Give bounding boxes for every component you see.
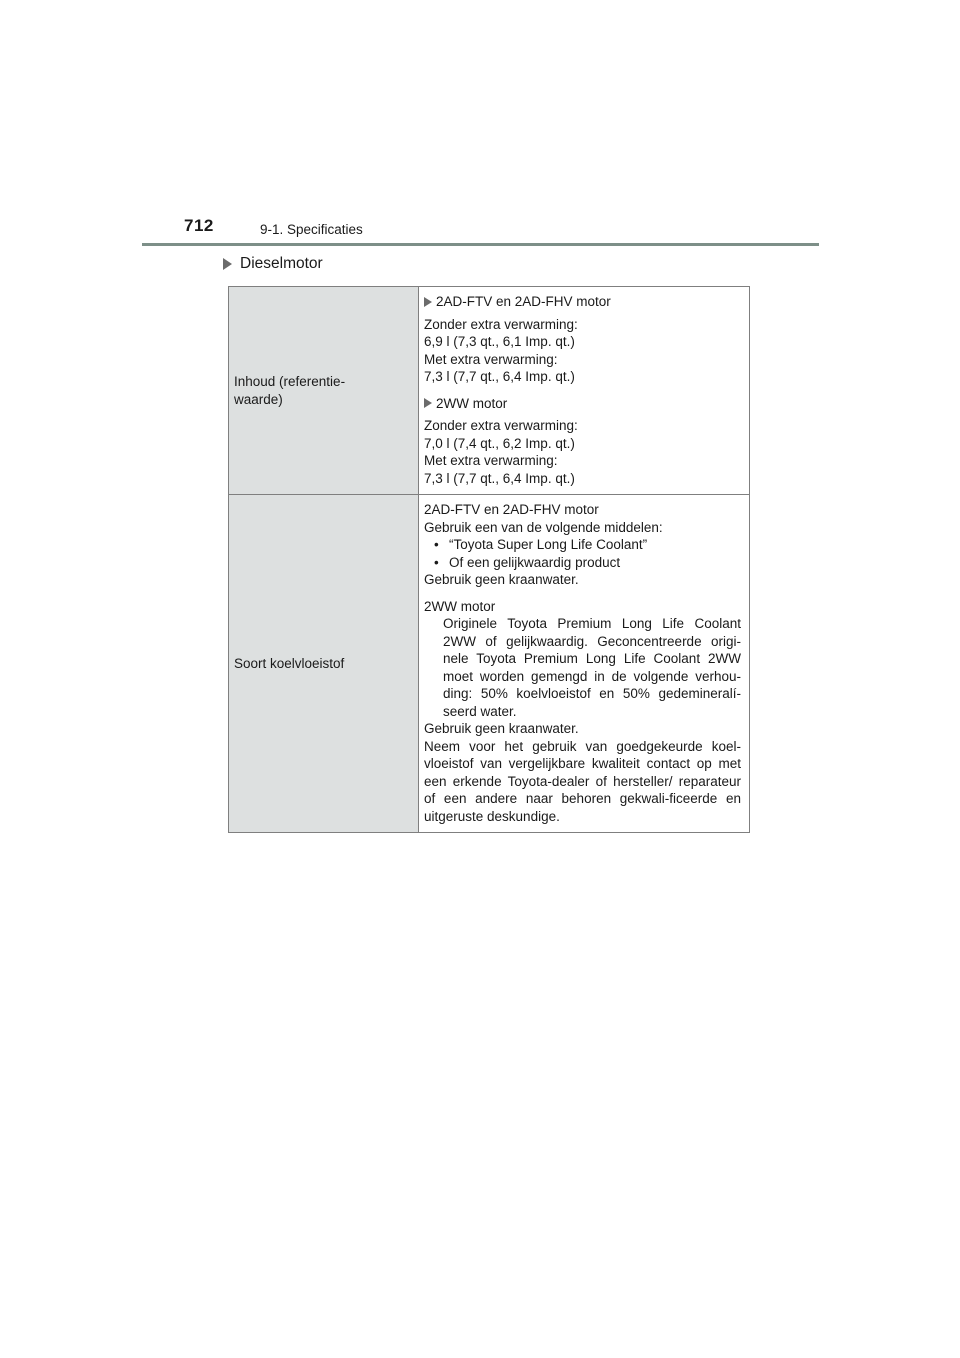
sub-heading	[223, 255, 323, 273]
list-item: • “Toyota Super Long Life Coolant”	[434, 537, 648, 552]
table-row	[229, 495, 750, 833]
list-item: • Of een gelijkwaardig product	[434, 554, 621, 570]
coolant-label-text: Soort koelvloeistof	[234, 655, 345, 671]
capacity-line: 6,9 l (7,3 qt., 6,1 Imp. qt.)	[424, 334, 575, 349]
page-number: 712	[184, 216, 214, 235]
capacity-label-text: Inhoud (referentie- waarde)	[234, 374, 346, 407]
coolant-block-title: 2AD-FTV en 2AD-FHV motor	[424, 502, 599, 517]
capacity-label	[229, 287, 419, 495]
capacity-motor1-block	[424, 293, 741, 386]
capacity-line: Met extra verwarming:	[424, 453, 558, 468]
coolant-block-2	[424, 598, 741, 826]
sub-heading-text: Dieselmotor	[240, 255, 323, 272]
capacity-line: 7,3 l (7,7 qt., 6,4 Imp. qt.)	[424, 470, 575, 486]
motor-name: 2WW motor	[436, 395, 508, 411]
coolant-description: Originele Toyota Premium Long Life Coolant 2WW of gelijkwaardig. Geconcentreerde origi-nele Toyota Premium Long Life Coolant 2WW moet worden gemengd in de volgende verhou-ding: 50% koelvloeistof en 50% gedemineralí-seerd water.	[443, 616, 741, 719]
triangle-bullet-icon	[223, 258, 232, 270]
spec-table	[228, 286, 750, 833]
coolant-label	[229, 495, 419, 833]
triangle-bullet-icon	[424, 398, 432, 408]
coolant-outro: Gebruik geen kraanwater.	[424, 572, 579, 587]
motor-name: 2AD-FTV en 2AD-FHV motor	[436, 294, 611, 309]
capacity-line: 7,3 l (7,7 qt., 6,4 Imp. qt.)	[424, 369, 575, 384]
capacity-value	[419, 287, 750, 495]
triangle-bullet-icon	[424, 297, 432, 307]
coolant-value	[419, 495, 750, 833]
capacity-line: Met extra verwarming:	[424, 351, 558, 367]
coolant-note: Neem voor het gebruik van goedgekeurde koel-vloeistof van vergelijkbare kwaliteit contact op met een erkende Toyota-dealer of hersteller/ reparateur of een andere naar behoren gekwali-ficeerde en uitgeruste deskundige.	[424, 738, 741, 824]
capacity-line: Zonder extra verwarming:	[424, 418, 578, 433]
header-rule	[142, 243, 819, 246]
motor-heading	[424, 395, 741, 413]
motor-heading	[424, 293, 741, 311]
section-title: 9-1. Specificaties	[260, 222, 363, 237]
coolant-block-1	[424, 501, 741, 589]
bullet-dot-icon: •	[434, 554, 439, 570]
capacity-line: 7,0 l (7,4 qt., 6,2 Imp. qt.)	[424, 435, 575, 451]
table-row	[229, 287, 750, 495]
bullet-dot-icon: •	[434, 537, 439, 552]
coolant-block-title: 2WW motor	[424, 598, 496, 614]
coolant-intro: Gebruik een van de volgende middelen:	[424, 519, 663, 535]
capacity-line: Zonder extra verwarming:	[424, 316, 578, 332]
capacity-motor2-block	[424, 395, 741, 488]
coolant-no-tap-water: Gebruik geen kraanwater.	[424, 721, 579, 736]
